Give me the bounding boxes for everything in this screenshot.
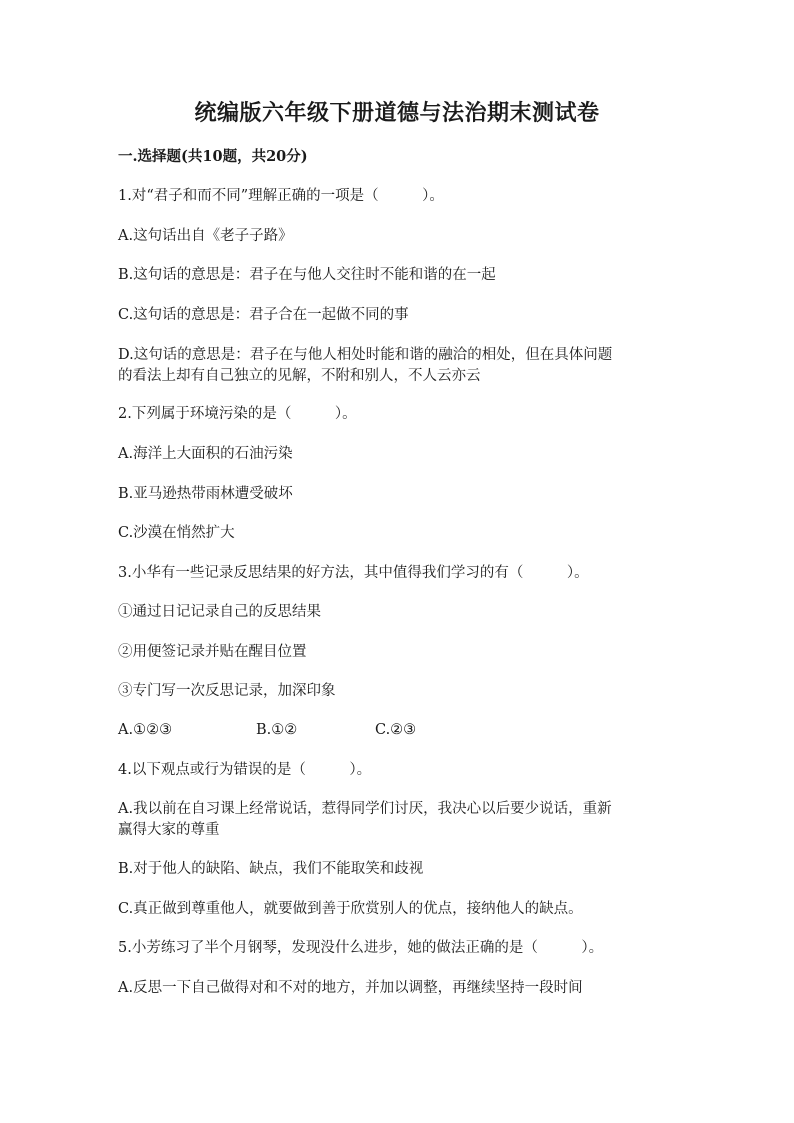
question-2-option-b: B.亚马逊热带雨林遭受破坏 <box>118 486 293 502</box>
question-4-stem: 4.以下观点或行为错误的是（ ）。 <box>118 762 372 778</box>
question-2-option-c: C.沙漠在悄然扩大 <box>118 525 235 541</box>
question-3-options-row <box>118 720 678 741</box>
question-3-item-2: ②用便签记录并贴在醒目位置 <box>118 644 307 660</box>
question-3-stem: 3.小华有一些记录反思结果的好方法，其中值得我们学习的有（ ）。 <box>118 565 589 581</box>
question-5-option-a: A.反思一下自己做得对和不对的地方，并加以调整，再继续坚持一段时间 <box>118 980 583 996</box>
question-3-item-1: ①通过日记记录自己的反思结果 <box>118 604 321 620</box>
question-4-option-b: B.对于他人的缺陷、缺点，我们不能取笑和歧视 <box>118 861 424 877</box>
question-3-option-b: B.①② <box>256 722 298 738</box>
question-3-item-3: ③专门写一次反思记录，加深印象 <box>118 683 336 699</box>
page-title: 统编版六年级下册道德与法治期末测试卷 <box>194 100 600 126</box>
question-4-option-a-continued: 赢得大家的尊重 <box>118 822 220 838</box>
question-1-stem: 1.对“君子和而不同”理解正确的一项是（ ）。 <box>118 188 444 204</box>
question-3-option-c: C.②③ <box>375 722 417 738</box>
question-1-option-d: D.这句话的意思是：君子在与他人相处时能和谐的融洽的相处，但在具体问题 <box>118 347 613 363</box>
question-1-option-c: C.这句话的意思是：君子合在一起做不同的事 <box>118 307 409 323</box>
question-3-option-a: A.①②③ <box>118 722 173 738</box>
question-4-option-c: C.真正做到尊重他人，就要做到善于欣赏别人的优点，接纳他人的缺点。 <box>118 901 583 917</box>
question-4-option-a: A.我以前在自习课上经常说话，惹得同学们讨厌，我决心以后要少说话，重新 <box>118 801 612 817</box>
question-2-option-a: A.海洋上大面积的石油污染 <box>118 446 293 462</box>
question-5-stem: 5.小芳练习了半个月钢琴，发现没什么进步，她的做法正确的是（ ）。 <box>118 940 604 956</box>
question-2-stem: 2.下列属于环境污染的是（ ）。 <box>118 406 357 422</box>
question-1-option-a: A.这句话出自《老子子路》 <box>118 228 293 244</box>
question-1-option-b: B.这句话的意思是：君子在与他人交往时不能和谐的在一起 <box>118 267 496 283</box>
section-heading: 一.选择题(共10题，共20分) <box>118 148 308 165</box>
question-1-option-d-continued: 的看法上却有自己独立的见解，不附和别人，不人云亦云 <box>118 368 481 384</box>
